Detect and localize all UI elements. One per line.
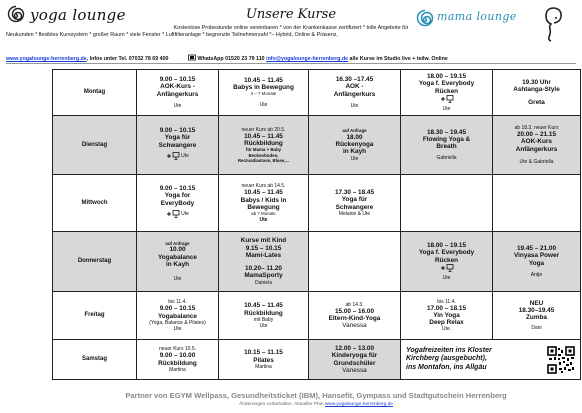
course-time: 10.15 – 11.15 <box>244 349 283 357</box>
teacher-name: Ute <box>259 216 268 223</box>
retreat-text: ins Montafon, ins Allgäu <box>406 363 487 371</box>
row-dienstag <box>53 116 581 175</box>
course-cell[interactable] <box>219 232 309 292</box>
teacher-name: Antje <box>530 271 543 278</box>
empty-cell <box>309 232 401 292</box>
changes-footer <box>52 402 580 407</box>
course-cell[interactable] <box>401 292 493 340</box>
course-title: Yogabalance <box>158 253 197 261</box>
hybrid-icon <box>440 95 454 103</box>
course-title: Anfängerkurs <box>515 145 558 153</box>
course-title: Vinyasa Power <box>514 252 559 260</box>
course-time: 18.30 – 19.45 <box>426 128 467 136</box>
course-note: neuer Kurs ab 14.5. <box>241 183 286 190</box>
course-time: 18.00 – 19.15 <box>426 242 467 250</box>
day-label: Mittwoch <box>53 175 137 232</box>
course-title: Mami-Lates <box>245 251 282 259</box>
course-cell[interactable] <box>309 175 401 232</box>
course-cell[interactable] <box>493 232 581 292</box>
course-cell[interactable] <box>137 292 219 340</box>
course-subtitle: ab 7 Monate <box>251 211 276 217</box>
course-time: 12.00 – 13.00 <box>334 345 375 353</box>
course-title: Grundschüler <box>333 359 376 367</box>
course-cell[interactable] <box>401 116 493 175</box>
course-subtitle: 4 – 7 Monate <box>250 91 277 96</box>
page-title: Unsere Kurse <box>245 7 337 22</box>
course-cell[interactable] <box>219 70 309 116</box>
course-title: EveryBody <box>160 199 195 207</box>
teacher-name: Ute <box>442 274 451 281</box>
course-title: Yoga für <box>164 134 191 142</box>
course-note: auf Anfrage <box>165 240 190 246</box>
course-title: in Kayh <box>165 260 190 268</box>
current-plan-link[interactable]: www.yogalounge-herrenberg.de <box>324 402 393 407</box>
course-title: Rückbildung <box>158 359 197 367</box>
course-title: Yogabalance <box>158 312 197 320</box>
brand-logo-text: yoga lounge <box>30 6 126 24</box>
course-time: 10.20– 11.20 <box>245 265 282 273</box>
day-label: Montag <box>53 70 137 116</box>
intro-line-2: Neukunden * flexibles Kurssystem * großer Raum * viele Fenster * Luftfilteranlage * begrenzte Teilnehmerzahl *– Hybrid, Online & Präsenz, <box>6 32 338 38</box>
course-note: bis 11.4. <box>168 299 187 306</box>
day-label: Freitag <box>53 292 137 340</box>
mama-lounge-logo-text: mama lounge <box>437 10 517 23</box>
course-time: 18.00 <box>346 133 363 141</box>
course-title: MamaSporty <box>244 272 283 280</box>
course-cell[interactable] <box>137 340 219 380</box>
course-note: neuer Kurs ab 20.5. <box>241 126 286 133</box>
course-title: AOK-Kurs <box>521 138 552 146</box>
course-time: 9.00 – 10.15 <box>159 185 196 193</box>
teacher-name: Ute <box>259 102 268 109</box>
course-title: Yoga f. Everybody <box>418 80 475 88</box>
course-title: Babys / Kids in <box>240 196 287 204</box>
teacher-name: Ute <box>259 322 268 329</box>
course-cell[interactable] <box>137 116 219 175</box>
course-time: 18.00 – 19.15 <box>426 73 467 81</box>
teacher-name: Greta <box>528 99 545 107</box>
course-title: in Kayh <box>342 148 367 156</box>
course-time: 19.30 Uhr <box>522 78 551 86</box>
course-cell[interactable] <box>493 116 581 175</box>
phone-info: , Infos unter Tel. 07032 78 69 400 <box>86 56 169 62</box>
day-label: Donnerstag <box>53 232 137 292</box>
teacher-name: Ute <box>442 105 451 112</box>
retreat-text: Yogafreizeiten ins Kloster <box>406 346 492 354</box>
course-time: 9.15 – 10.15 <box>245 244 282 252</box>
phone-icon <box>188 54 196 61</box>
course-title: AOK - <box>345 83 364 91</box>
teacher-name: Ute <box>173 102 182 109</box>
course-time: 10.45 – 11.45 <box>244 76 283 84</box>
partners-footer: Partner von EGYM Wellpass, Gesundheitsticket (IBM), Hansefit, Gympass und Stadtgutschein Herrenberg <box>125 391 507 400</box>
course-time: 16.30 –17.45 <box>335 76 374 84</box>
course-cell[interactable] <box>493 70 581 116</box>
course-note: bis 11.4. <box>437 298 456 305</box>
course-cell[interactable] <box>219 292 309 340</box>
course-cell[interactable] <box>401 232 493 292</box>
qr-code-icon[interactable] <box>547 346 575 374</box>
teacher-name: Ute. <box>441 326 452 333</box>
course-time: 10.45 – 11.45 <box>244 302 283 310</box>
course-cell[interactable] <box>219 175 309 232</box>
course-subtitle: Beckenboden, <box>248 152 279 158</box>
row-montag <box>53 70 581 116</box>
row-freitag <box>53 292 581 340</box>
course-title: Yoga <box>528 259 545 267</box>
teacher-name: Melanie & Ute <box>338 210 371 217</box>
course-cell[interactable] <box>309 70 401 116</box>
course-time: 9.00 – 10.00 <box>159 352 196 360</box>
empty-cell <box>493 175 581 232</box>
whatsapp-number: WhatsApp 01520 23 79 110 <box>197 56 265 62</box>
course-time: 9.00 – 10.15 <box>159 127 196 135</box>
course-title: AOK-Kurs - <box>160 83 195 91</box>
hybrid-icon <box>166 210 189 218</box>
course-title: Kinderyoga für <box>331 352 378 360</box>
course-time: 9.00 – 10.15 <box>159 305 196 313</box>
course-time: 10.45 – 11.45 <box>244 132 283 140</box>
course-title: Pilates <box>253 356 274 364</box>
teacher-name: Ute <box>350 155 359 162</box>
course-time: 17.00 – 18.15 <box>426 304 467 312</box>
teacher-name: Ute <box>181 152 189 159</box>
course-group-title: Kurse mit Kind <box>240 237 287 245</box>
row-donnerstag <box>53 232 581 292</box>
course-time: 17.30 – 18.45 <box>334 189 375 197</box>
empty-cell <box>401 175 493 232</box>
course-title: Schwangere <box>158 141 197 149</box>
course-cell[interactable] <box>137 232 219 292</box>
teacher-name: Martina <box>169 366 186 373</box>
course-title: Rücken <box>434 87 459 95</box>
course-time: 20.00 – 21.15 <box>516 131 557 139</box>
course-note: ab 18.3. neuer Kurs <box>514 125 559 132</box>
course-time: 9.00 – 10.15 <box>159 76 196 84</box>
course-title: Zumba <box>526 314 547 322</box>
course-title: Rückbildung <box>244 139 283 147</box>
course-timetable <box>52 69 581 380</box>
course-title: Rückenyoga <box>335 141 374 149</box>
course-title: Flowing Yoga & <box>422 135 471 143</box>
teacher-name: Ute & Gabriella <box>519 158 554 165</box>
course-cell[interactable] <box>219 340 309 380</box>
teacher-name: Vanessa <box>342 322 367 330</box>
teacher-name: Ute <box>173 276 182 282</box>
course-cell[interactable] <box>309 116 401 175</box>
teacher-name: Daniela <box>255 279 272 286</box>
email-link[interactable]: info@yogalounge-herrenberg.de <box>266 56 349 62</box>
website-link[interactable]: www.yogalounge-herrenberg.de <box>6 56 87 62</box>
course-title: Yin Yoga <box>433 311 460 319</box>
intro-line-1: Kostenlose Probestunde online vereinbaren * von der Krankenkasse zertifiziert * tolle Angebote für <box>173 25 409 31</box>
teacher-name: Ute <box>181 210 189 217</box>
course-title: Bewegung <box>247 203 280 211</box>
course-cell[interactable] <box>309 340 401 380</box>
teacher-name: Dani <box>531 325 542 332</box>
course-note: auf Anfrage <box>342 128 367 134</box>
course-subtitle: (Yoga, Balance & Pilates) <box>149 319 206 326</box>
course-title: Rücken <box>434 256 459 264</box>
course-title: Yoga for <box>164 192 191 200</box>
course-title: Yoga f. Everybody <box>418 249 475 257</box>
course-note: NEU <box>529 299 544 307</box>
teacher-name: Ute <box>173 325 182 332</box>
course-cell[interactable] <box>219 116 309 175</box>
course-title: Schwangere <box>335 203 374 211</box>
contact-bar <box>6 54 576 64</box>
teacher-name: Ute <box>350 102 359 109</box>
course-title: Deep Relax <box>429 319 464 327</box>
course-title: Anfängerkurs <box>333 90 376 98</box>
day-label: Samstag <box>53 340 137 380</box>
course-title: Ashtanga-Style <box>513 85 560 93</box>
live-online-note: alle Kurse im Studio live + teilw. Online <box>348 56 448 62</box>
course-subtitle: mit Baby <box>253 316 274 323</box>
course-subtitle: für Mama + Baby <box>245 147 282 153</box>
course-title: Breath <box>436 143 457 151</box>
changes-note: Änderungen vorbehalten. Aktueller Plan <box>239 402 325 407</box>
course-note: neuer Kurs 10.5. <box>159 346 196 353</box>
course-time: 15.00 – 16.00 <box>334 307 375 315</box>
course-title: Yoga für <box>341 196 368 204</box>
teacher-name: Martina <box>255 363 272 370</box>
retreat-info-cell[interactable] <box>401 340 581 380</box>
course-title: Babys in Bewegung <box>233 83 294 91</box>
course-cell[interactable] <box>309 292 401 340</box>
course-time: 10.00 <box>169 246 186 254</box>
teacher-name: Gabriella <box>436 155 457 162</box>
course-time: 18.30–19.45 <box>518 306 555 314</box>
teacher-name: Vanessa <box>342 366 367 374</box>
course-time: 10.45 – 11.45 <box>244 189 283 197</box>
course-cell[interactable] <box>401 70 493 116</box>
course-cell[interactable] <box>137 175 219 232</box>
course-title: Rückbildung <box>244 309 283 317</box>
course-time: 19.45 – 21.00 <box>516 245 557 253</box>
course-subtitle: Rectusdiastase, Blase,... <box>237 157 290 163</box>
course-note: ab 14.3. <box>345 301 364 308</box>
row-samstag <box>53 340 581 380</box>
course-cell[interactable] <box>137 70 219 116</box>
course-cell[interactable] <box>493 292 581 340</box>
hybrid-icon <box>440 264 454 272</box>
retreat-text: Kirchberg (ausgebucht), <box>406 355 487 363</box>
day-label: Dienstag <box>53 116 137 175</box>
row-mittwoch <box>53 175 581 232</box>
course-title: Eltern-Kind-Yoga <box>328 314 381 322</box>
hybrid-icon <box>166 152 189 160</box>
course-title: Anfängerkurs <box>156 90 199 98</box>
